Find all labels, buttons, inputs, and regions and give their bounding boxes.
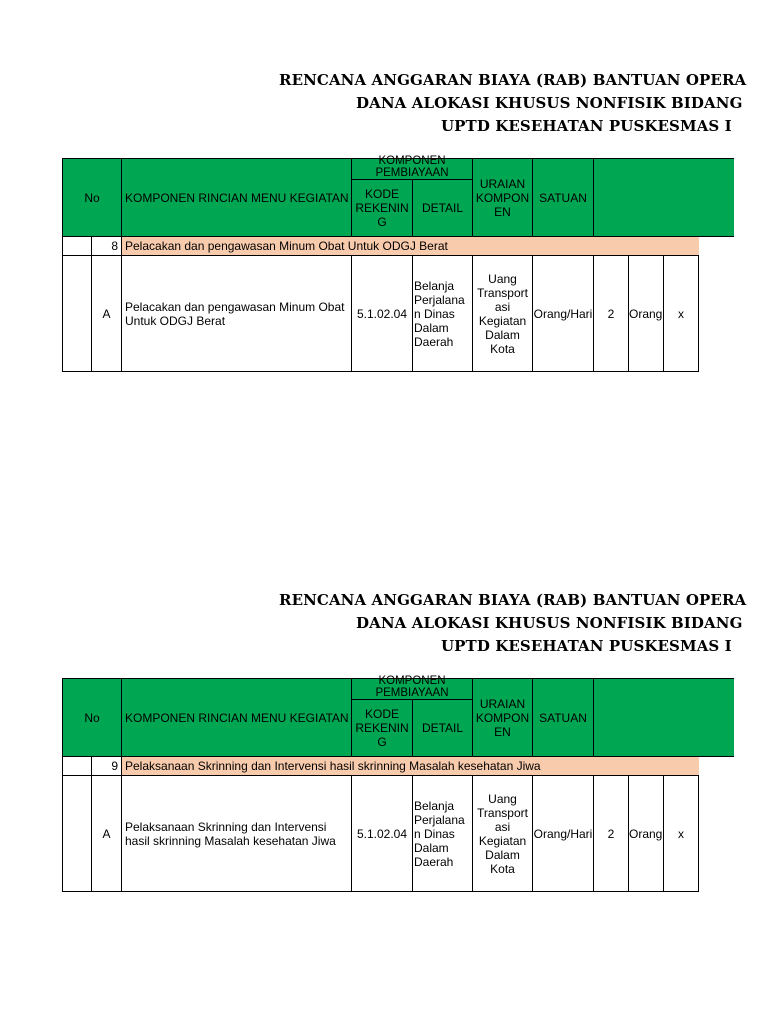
item-code: A: [91, 775, 122, 892]
title-line-3: UPTD KESEHATAN PUSKESMAS I: [441, 637, 732, 655]
item-blank: [62, 775, 92, 892]
header-uraian-komponen: URAIAN KOMPON EN: [472, 678, 533, 757]
item-uraian: Uang Transport asi Kegiatan Dalam Kota: [472, 775, 533, 892]
document-title: [0, 70, 747, 140]
budget-table: [62, 675, 734, 892]
header-detail: DETAIL: [412, 179, 473, 237]
header-komponen-rincian: KOMPONEN RINCIAN MENU KEGIATAN: [121, 158, 352, 237]
budget-table: [62, 155, 734, 372]
title-line-1: RENCANA ANGGARAN BIAYA (RAB) BANTUAN OPERA: [279, 71, 747, 89]
item-kode: 5.1.02.04: [351, 775, 413, 892]
header-detail: DETAIL: [412, 699, 473, 757]
item-unit: Orang: [628, 255, 664, 372]
item-satuan: Orang/Hari: [532, 775, 594, 892]
title-line-2: DANA ALOKASI KHUSUS NONFISIK BIDANG: [356, 614, 743, 632]
document-title: [0, 590, 747, 660]
header-uraian-komponen: URAIAN KOMPON EN: [472, 158, 533, 237]
title-line-2: DANA ALOKASI KHUSUS NONFISIK BIDANG: [356, 94, 743, 112]
header-no: No: [62, 678, 122, 757]
item-satuan: Orang/Hari: [532, 255, 594, 372]
header-extra: [593, 678, 734, 757]
header-no: No: [62, 158, 122, 237]
group-blank: [62, 236, 92, 256]
header-satuan: SATUAN: [532, 678, 594, 757]
item-x: x: [663, 775, 699, 892]
item-qty: 2: [593, 255, 629, 372]
header-satuan: SATUAN: [532, 158, 594, 237]
item-description: Pelaksanaan Skrinning dan Intervensi hasil skrinning Masalah kesehatan Jiwa: [121, 775, 352, 892]
header-kode-rekening: KODE REKENIN G: [351, 699, 413, 757]
group-number: 8: [91, 236, 122, 256]
header-komponen-pembiayaan: KOMPONEN PEMBIAYAAN: [351, 678, 473, 700]
header-extra: [593, 158, 734, 237]
item-detail: Belanja Perjalana n Dinas Dalam Daerah: [412, 255, 473, 372]
item-kode: 5.1.02.04: [351, 255, 413, 372]
item-detail: Belanja Perjalana n Dinas Dalam Daerah: [412, 775, 473, 892]
item-x: x: [663, 255, 699, 372]
header-kode-rekening: KODE REKENIN G: [351, 179, 413, 237]
group-number: 9: [91, 756, 122, 776]
group-label: Pelacakan dan pengawasan Minum Obat Untuk ODGJ Berat: [121, 236, 699, 256]
group-label: Pelaksanaan Skrinning dan Intervensi hasil skrinning Masalah kesehatan Jiwa: [121, 756, 699, 776]
item-blank: [62, 255, 92, 372]
item-code: A: [91, 255, 122, 372]
group-blank: [62, 756, 92, 776]
item-unit: Orang: [628, 775, 664, 892]
item-qty: 2: [593, 775, 629, 892]
item-uraian: Uang Transport asi Kegiatan Dalam Kota: [472, 255, 533, 372]
title-line-3: UPTD KESEHATAN PUSKESMAS I: [441, 117, 732, 135]
title-line-1: RENCANA ANGGARAN BIAYA (RAB) BANTUAN OPERA: [279, 591, 747, 609]
header-komponen-pembiayaan: KOMPONEN PEMBIAYAAN: [351, 158, 473, 180]
header-komponen-rincian: KOMPONEN RINCIAN MENU KEGIATAN: [121, 678, 352, 757]
item-description: Pelacakan dan pengawasan Minum Obat Untuk ODGJ Berat: [121, 255, 352, 372]
